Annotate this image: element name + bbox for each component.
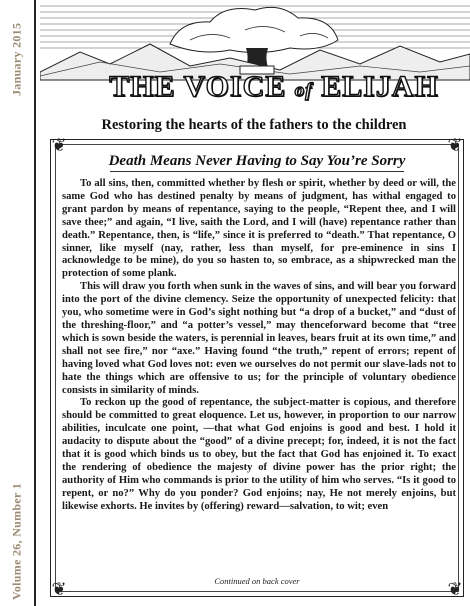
ornament-corner-icon: ❦	[447, 135, 463, 156]
side-tab	[0, 0, 36, 606]
article-body	[62, 178, 456, 574]
title-main: THE VOICE	[109, 70, 287, 103]
ornament-corner-icon: ❦	[447, 579, 463, 600]
tagline: Restoring the hearts of the fathers to the children	[101, 117, 407, 133]
article-paragraph: To all sins, then, committed whether by flesh or spirit, whether by deed or will, the same God who has destined penalty by means of judgment, has withal engaged to grant pardon by means of repentance, saying to the people, “Repent thee, and I will save thee;” and again, “I live, saith the Lord, and I will (have) repentance rather than death.” Repentance, then, is “life,” since it is preferred to “death.” That repentance, O sinner, like myself (nay, rather, less than myself, for pre-eminence in sins I acknowledge to be mine), do you so hasten to, so embrace, as a shipwrecked man the protection of some plank.	[62, 178, 456, 280]
title-end: ELIJAH	[321, 70, 439, 103]
issue-date: January 2015	[9, 22, 24, 96]
article-paragraph: To reckon up the good of repentance, the subject-matter is copious, and therefore should be committed to great eloquence. Let us, however, in proportion to our narrow abilities, inculcate one point, —that what God enjoins is good and best. I hold it audacity to dispute about the “good” of a divine precept; for, indeed, it is not the fact that it is good which binds us to obey, but the fact that God has enjoined it. To exact the rendering of obedience the majesty of divine power has the prior right; the authority of Him who commands is prior to the utility of him who serves. “Is it good to repent, or no?” Why do you ponder? God enjoins; nay, He not merely enjoins, but likewise exhorts. He invites by (offering) reward—salvation, to wit; even	[62, 397, 456, 512]
title-of: of	[294, 80, 313, 101]
ornament-corner-icon: ❦	[51, 135, 67, 156]
article-title: Death Means Never Having to Say You’re Sorry	[108, 153, 406, 169]
masthead	[40, 0, 470, 108]
article-paragraph: This will draw you forth when sunk in the waves of sins, and will bear you forward into the port of the divine clemency. Seize the opportunity of unexpected felicity: that you, who sometime were in God’s sight nothing but “a drop of a bucket,” and “dust of the threshing-floor,” and “a potter’s vessel,” may thenceforward become that “tree which is sown beside the waters, is perennial in leaves, bears fruit at its own time,” and shall not see fire,” nor “axe.” Having found “the truth,” repent of errors; repent of having loved what God loves not: even we ourselves do not permit our slave-lads not to hate the things which are offensive to us; for the principle of voluntary obedience consists in similarity of minds.	[62, 281, 456, 396]
volume-number: Volume 26, Number 1	[9, 482, 24, 600]
ornament-corner-icon: ❦	[51, 579, 67, 600]
title-divider	[110, 171, 404, 172]
continued-note: Continued on back cover	[214, 576, 300, 586]
publication-title	[84, 70, 464, 104]
